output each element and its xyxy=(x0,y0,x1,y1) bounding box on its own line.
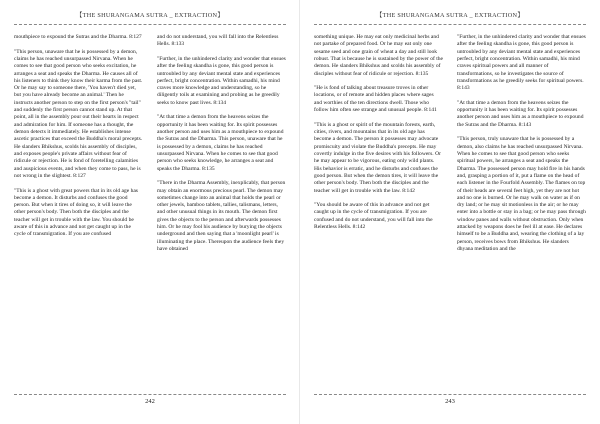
left-page-footer xyxy=(14,394,286,409)
paragraph: "At that time a demon from the heavens seizes the opportunity it has been waiting for. Its spirit possesses another person and uses him as a mouthpiece to expound the Sutras and the Dharma. This person, unaware that he is possessed by a demon, claims he has reached unsurpassed Nirvana. When he comes to see that good person who seeks knowledge, he arranges a seat and speaks the Dharma. 8:135 xyxy=(157,114,284,172)
left-column-2 xyxy=(157,34,286,394)
paragraph: "This is a ghost with great powers that in its old age has become a demon. It disturbs and confuses the good person. But when it tires of doing so, it will leave the other person's body. Then both the disciples and the teacher will get in trouble with the law. You should be aware of this in advance and not get caught up in the cycle of transmigration. If you are confused xyxy=(14,187,138,238)
paragraph: "This person, truly unaware that he is possessed by a demon, also claims he has reached unsurpassed Nirvana. When he comes to see that good person who seeks spiritual powers, he arranges a seat and speaks the Dharma. The possessed person may hold fire in his hands and, grasping a portion of it, put a flame on the head of each listener in the Fourfold Assembly. The flames on top of their heads are several feet high, yet they are not hot and no one is burned. Or he may walk on water as if on dry land; or he may sit motionless in the air; or he may enter into a bottle or stay in a bag; or he may pass through window panes and walls without obstruction. Only when attacked by weapons does he feel ill at ease. He declares himself to be a Buddha and, wearing the clothing of a lay person, receives bows from Bhikshus. He slanders dhyana meditation and the xyxy=(457,136,586,253)
paragraph: something unique. He may eat only medicinal herbs and not partake of prepared food. Or he may eat only one sesame seed and one grain of wheat a day and still look robust. That is because he is sustained by the power of the demon. He slanders Bhikshus and scolds his assembly of disciples without fear of ridicule or rejection. 8:135 xyxy=(314,34,443,77)
left-page-number: 242 xyxy=(145,398,155,405)
paragraph: "He is fond of talking about treasure troves in other locations, or of remote and hidden places where sages and worthies of the ten directions dwell. Those who follow him often see strange and unusual people. 8:141 xyxy=(314,85,437,114)
paragraph: "You should be aware of this in advance and not get caught up in the cycle of transmigration. If you are confused and do not understand, you will fall into the Relentless Hells. 8:142 xyxy=(314,202,433,231)
right-column-2 xyxy=(457,34,586,394)
right-running-title: 【THE SHURANGAMA SUTRA _ EXTRACTION】 xyxy=(376,12,524,19)
right-page xyxy=(300,0,600,424)
right-column-1 xyxy=(314,34,443,394)
paragraph: "There in the Dharma Assembly, inexplicably, that person may obtain an enormous precious pearl. The demon may sometimes change into an animal that holds the pearl or other jewels, bamboo tablets, tallies, talismans, letters, and other unusual things in its mouth. The demon first gives the objects to the person and afterwards possesses him. Or he may fool his audience by burying the objects underground and then saying that a 'moonlight pearl' is illuminating the place. Thereupon the audience feels they have obtained xyxy=(157,180,286,253)
paragraph: "At that time a demon from the heavens seizes the opportunity it has been waiting for. Its spirit possesses another person and uses him as a mouthpiece to expound the Sutras and the Dharma. 8:143 xyxy=(457,99,584,128)
paragraph: "This is a ghost or spirit of the mountain forests, earth, cities, rivers, and mountains that in its old age has become a demon. The person it possesses may advocate promiscuity and violate the Buddha's precepts. He may covertly indulge in the five desires with his followers. Or he may appear to be vigorous, eating only wild plants. His behavior is erratic, and he disturbs and confuses the good person. But when the demon tires, it will leave the other person's body. Then both the disciples and the teacher will get in trouble with the law. 8:142 xyxy=(314,121,441,194)
paragraph: "This person, unaware that he is possessed by a demon, claims he has reached unsurpassed Nirvana. When he comes to see that good person who seeks excitation, he arranges a seat and speaks the Dharma. He causes all of his listeners to think they know their karma from the past. Or he may say to someone there, 'You haven't died yet, but you have already become an animal.' Then he instructs another person to step on the first person's "tail" and suddenly the first person cannot stand up. At that point, all in the assembly pour out their hearts in respect and admiration for him. If someone has a thought, the demon detects it immediately. He establishes intense ascetic practices that exceed the Buddha's moral precepts. He slanders Bhikshus, scolds his assembly of disciples, and exposes people's private affairs without fear of ridicule or rejection. He is fond of foretelling calamities and auspicious events, and when they come to pass, he is not wrong in the slightest. 8:127 xyxy=(14,48,143,179)
paragraph: mouthpiece to expound the Sutras and the Dharma. 8:127 xyxy=(14,34,142,40)
paragraph: "Further, in the unhindered clarity and wonder that ensues after the feeling skandha is gone, this good person is untroubled by any deviant mental state and experiences perfect, bright concentration. Within samadhi, his mind craves spiritual powers and all manner of transformations, so he investigates the source of transformations as he greedily seeks for spiritual powers. 8:143 xyxy=(457,34,586,92)
left-page-header xyxy=(14,10,286,25)
right-page-header xyxy=(314,10,586,25)
left-page-body xyxy=(14,34,286,394)
paragraph: and do not understand, you will fall into the Relentless Hells. 8:133 xyxy=(157,34,279,48)
right-page-number: 243 xyxy=(445,398,455,405)
paragraph: "Further, in the unhindered clarity and wonder that ensues after the feeling skandha is gone, this good person is untroubled by any deviant mental state and experiences perfect, bright concentration. Within samadhi, his mind craves more knowledge and understanding, so he diligently toils at examining and probing as he greedily seeks to know past lives. 8:134 xyxy=(157,55,286,106)
left-running-title: 【THE SHURANGAMA SUTRA _ EXTRACTION】 xyxy=(76,12,224,19)
right-page-footer xyxy=(314,394,586,409)
left-column-1 xyxy=(14,34,143,394)
right-page-body xyxy=(314,34,586,394)
